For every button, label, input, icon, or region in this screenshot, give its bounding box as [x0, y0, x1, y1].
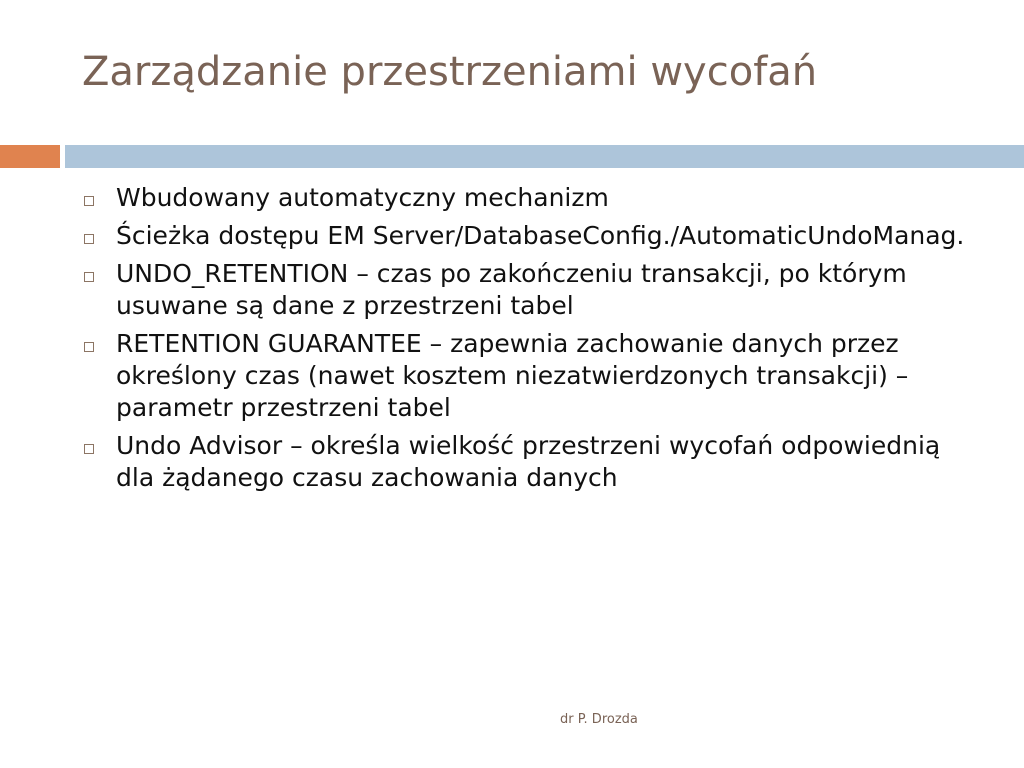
bullet-text: Ścieżka dostępu EM Server/DatabaseConfig./AutomaticUndoManag.	[116, 221, 965, 250]
bullet-item	[80, 258, 970, 322]
footer-author: dr P. Drozda	[560, 712, 638, 727]
bullet-item	[80, 182, 970, 214]
accent-bar	[0, 145, 60, 168]
bullet-item	[80, 430, 970, 494]
bullet-text: RETENTION GUARANTEE – zapewnia zachowanie danych przez określony czas (nawet kosztem niezatwierdzonych transakcji) – parametr przestrzeni tabel	[116, 329, 909, 422]
square-bullet-icon	[84, 272, 94, 282]
square-bullet-icon	[84, 444, 94, 454]
bullet-item	[80, 220, 970, 252]
bullet-text: Undo Advisor – określa wielkość przestrzeni wycofań odpowiednią dla żądanego czasu zachowania danych	[116, 431, 941, 492]
bullet-text: Wbudowany automatyczny mechanizm	[116, 183, 609, 212]
square-bullet-icon	[84, 234, 94, 244]
square-bullet-icon	[84, 342, 94, 352]
square-bullet-icon	[84, 196, 94, 206]
bullet-list	[80, 182, 970, 500]
bullet-item	[80, 328, 970, 424]
title-underline-bar	[65, 145, 1024, 168]
bullet-text: UNDO_RETENTION – czas po zakończeniu transakcji, po którym usuwane są dane z przestrzeni tabel	[116, 259, 907, 320]
slide-title: Zarządzanie przestrzeniami wycofań	[82, 49, 818, 95]
